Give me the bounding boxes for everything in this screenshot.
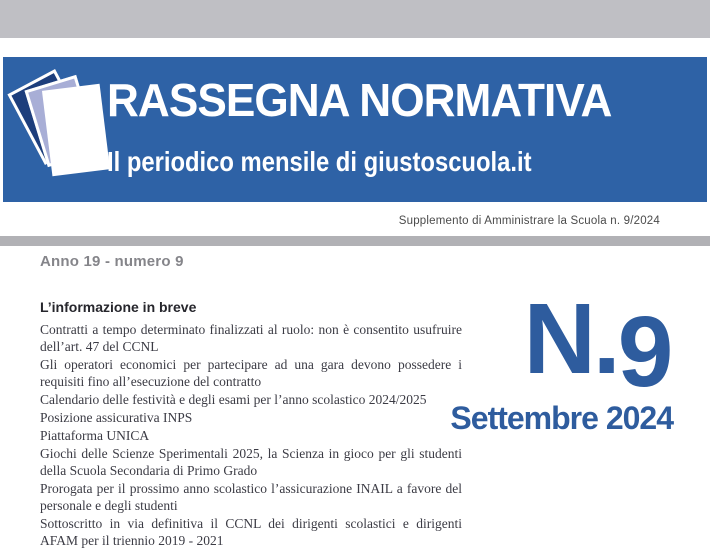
- brief-item: Posizione assicurativa INPS: [40, 410, 193, 425]
- supplement-note: Supplemento di Amministrare la Scuola n. 9/2024: [398, 215, 660, 227]
- brief-item: Prorogata per il prossimo anno scolastico l’assicurazione INAIL a favore del personale e degli studenti: [40, 481, 462, 513]
- brief-item: Giochi delle Scienze Sperimentali 2025, la Scienza in gioco per gli studenti della Scuola Secondaria di Primo Grado: [40, 446, 462, 478]
- brief-heading: L’informazione in breve: [40, 299, 197, 315]
- brief-section: [40, 299, 462, 550]
- brief-item: Piattaforma UNICA: [40, 428, 150, 443]
- issue-month: Settembre 2024: [450, 400, 673, 436]
- issue-number-digit: 9: [617, 296, 671, 408]
- divider-bar: [0, 236, 710, 246]
- masthead-text: [107, 57, 633, 178]
- brief-item: Calendario delle festività e degli esami per l’anno scolastico 2024/2025: [40, 392, 427, 407]
- masthead-banner: [3, 57, 707, 202]
- issue-number-dot: .: [592, 283, 618, 395]
- issue-line: Anno 19 - numero 9: [40, 253, 184, 270]
- issue-number-prefix: N: [523, 283, 593, 395]
- issue-number-badge: [512, 283, 682, 408]
- masthead-subtitle: Il periodico mensile di giustoscuola.it: [107, 145, 532, 177]
- masthead-title: RASSEGNA NORMATIVA: [107, 74, 612, 126]
- brief-item: Sottoscritto in via definitiva il CCNL dei dirigenti scolastici e dirigenti AFAM per il triennio 2019 - 2021: [40, 516, 462, 548]
- page-front-shape: [42, 84, 110, 176]
- top-gray-bar: [0, 0, 710, 38]
- brief-item: Contratti a tempo determinato finalizzati al ruolo: non è consentito usufruire dell’art. 47 del CCNL: [40, 322, 462, 354]
- brief-item: Gli operatori economici per partecipare ad una gara devono possedere i requisiti fino all’esecuzione del contratto: [40, 357, 462, 389]
